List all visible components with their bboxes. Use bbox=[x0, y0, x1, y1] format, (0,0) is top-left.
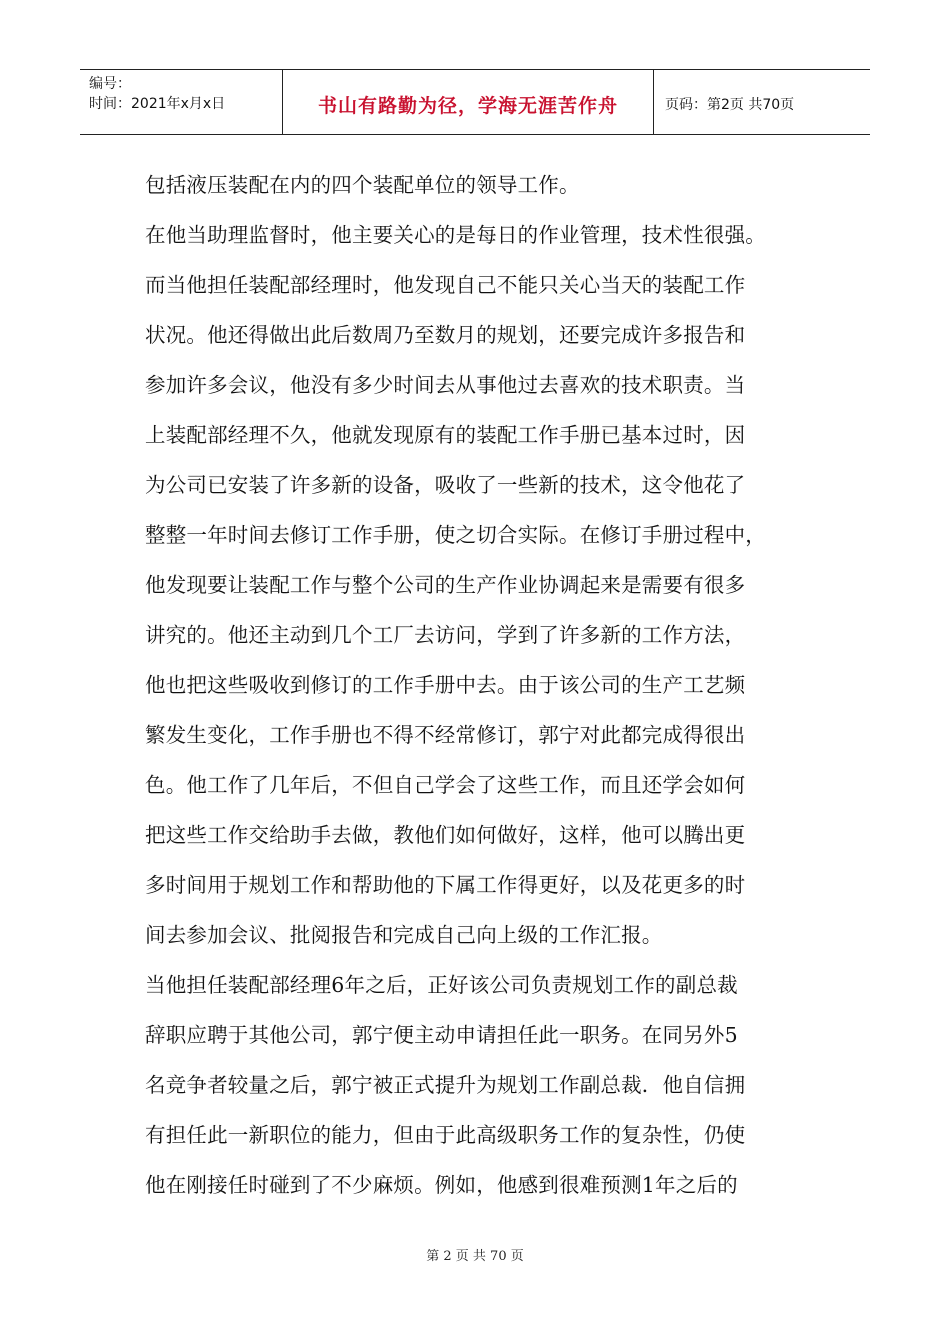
header-page-info: 页码：第2页 共70页 bbox=[665, 97, 795, 113]
text-line: 他也把这些吸收到修订的工作手册中去。由于该公司的生产工艺频 bbox=[145, 673, 746, 697]
text-line: 讲究的。他还主动到几个工厂去访问，学到了许多新的工作方法， bbox=[145, 623, 746, 647]
text-line: 有担任此一新职位的能力，但由于此高级职务工作的复杂性，仍使 bbox=[145, 1123, 746, 1147]
text-line: 他发现要让装配工作与整个公司的生产作业协调起来是需要有很多 bbox=[145, 573, 746, 597]
text-line: 上装配部经理不久，他就发现原有的装配工作手册已基本过时，因 bbox=[145, 423, 746, 447]
text-line: 为公司已安装了许多新的设备，吸收了一些新的技术，这令他花了 bbox=[145, 473, 746, 497]
header-motto: 书山有路勤为径，学海无涯苦作舟 bbox=[283, 70, 654, 134]
text-line: 状况。他还得做出此后数周乃至数月的规划，还要完成许多报告和 bbox=[145, 323, 746, 347]
header-meta-cell bbox=[80, 70, 283, 134]
page-footer: 第 2 页 共 70 页 bbox=[426, 1249, 524, 1264]
body-text bbox=[145, 160, 835, 1210]
text-line: 在他当助理监督时，他主要关心的是每日的作业管理，技术性很强。 bbox=[145, 223, 766, 247]
text-line: 辞职应聘于其他公司，郭宁便主动申请担任此一职务。在同另外5 bbox=[145, 1023, 738, 1047]
text-line: 名竞争者较量之后，郭宁被正式提升为规划工作副总裁．他自信拥 bbox=[145, 1073, 746, 1097]
text-line: 而当他担任装配部经理时，他发现自己不能只关心当天的装配工作 bbox=[145, 273, 746, 297]
text-line: 他在刚接任时碰到了不少麻烦。例如，他感到很难预测1年之后的 bbox=[145, 1173, 738, 1197]
text-line: 把这些工作交给助手去做，教他们如何做好，这样，他可以腾出更 bbox=[145, 823, 746, 847]
text-line: 参加许多会议，他没有多少时间去从事他过去喜欢的技术职责。当 bbox=[145, 373, 746, 397]
text-line: 色。他工作了几年后，不但自己学会了这些工作，而且还学会如何 bbox=[145, 773, 746, 797]
text-line: 整整一年时间去修订工作手册，使之切合实际。在修订手册过程中， bbox=[145, 523, 766, 547]
text-line: 多时间用于规划工作和帮助他的下属工作得更好，以及花更多的时 bbox=[145, 873, 746, 897]
header-date-label: 时间：2021年x月x日 bbox=[89, 96, 226, 112]
page-header bbox=[80, 69, 870, 135]
text-line: 当他担任装配部经理6年之后，正好该公司负责规划工作的副总裁 bbox=[145, 973, 738, 997]
text-line: 间去参加会议、批阅报告和完成自己向上级的工作汇报。 bbox=[145, 923, 663, 947]
header-code-label: 编号： bbox=[89, 76, 131, 92]
text-line: 繁发生变化，工作手册也不得不经常修订，郭宁对此都完成得很出 bbox=[145, 723, 746, 747]
text-line: 包括液压装配在内的四个装配单位的领导工作。 bbox=[145, 173, 580, 197]
